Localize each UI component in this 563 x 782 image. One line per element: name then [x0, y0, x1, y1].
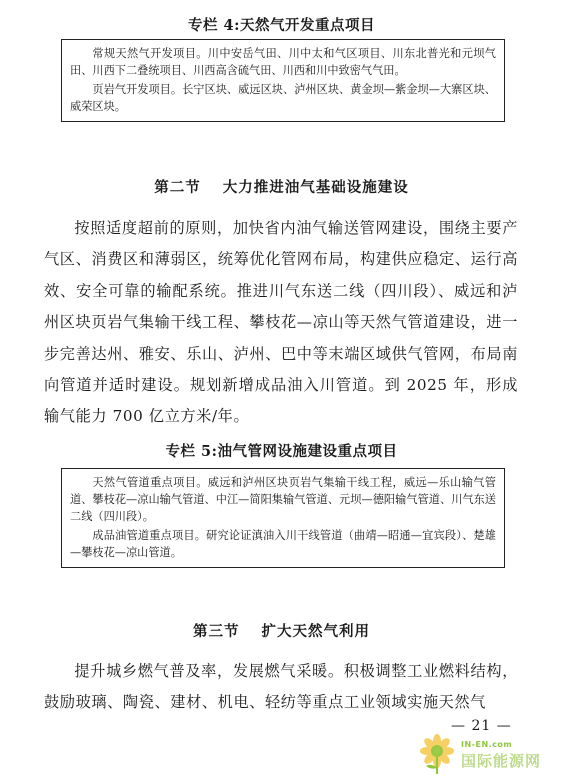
- section3-heading: [0, 620, 563, 641]
- watermark-url: IN-EN.com: [461, 740, 513, 749]
- section2-number: 第二节: [154, 179, 201, 196]
- section3-title: 扩大天然气利用: [261, 623, 370, 640]
- box5-title: 专栏 5:油气管网设施建设重点项目: [165, 443, 398, 460]
- section3-number: 第三节: [193, 623, 240, 640]
- paragraph-pipeline: 按照适度超前的原则，加快省内油气输送管网建设，围绕主要产气区、消费区和薄弱区，统筹优化管网布局，构建供应稳定、运行高效、安全可靠的输配系统。推进川气东送二线（四川段）、威远和泸州区块页岩气集输干线工程、攀枝花—凉山等天然气管道建设，进一步完善达州、雅安、乐山、泸州、巴中等末端区域供气管网，布局南向管道并适时建设。规划新增成品油入川管道。到 2025 年，形成输气能力 700 亿立方米/年。: [44, 219, 518, 426]
- box4-panel: [61, 39, 505, 122]
- paragraph-gas-use: 提升城乡燃气普及率，发展燃气采暖。积极调整工业燃料结构，鼓励玻璃、陶瓷、建材、机电、轻纺等重点工业领域实施天然气: [44, 662, 518, 712]
- watermark: [417, 733, 557, 778]
- box5-panel: [61, 468, 505, 568]
- box4-title: 专栏 4:天然气开发重点项目: [188, 17, 375, 34]
- page-number: — 21 —: [451, 718, 512, 734]
- section2-title: 大力推进油气基础设施建设: [222, 179, 409, 196]
- sunflower-logo-icon: [417, 733, 457, 775]
- box4-item-1: 常规天然气开发项目。川中安岳气田、川中太和气区项目、川东北普光和元坝气田、川西下二叠统项目、川西高含硫气田、川西和川中致密气气田。: [70, 47, 496, 77]
- box5-item-2: 成品油管道重点项目。研究论证滇油入川干线管道（曲靖—昭通—宜宾段）、楚雄—攀枝花—凉山管道。: [70, 529, 496, 559]
- watermark-name: 国际能源网: [461, 752, 542, 770]
- box5-item-1: 天然气管道重点项目。威远和泸州区块页岩气集输干线工程，威远—乐山输气管道、攀枝花—凉山输气管道、中江—简阳集输气管道、元坝—德阳输气管道、川气东送二线（四川段）。: [70, 476, 496, 523]
- section2-heading: [0, 176, 563, 197]
- box4-item-2: 页岩气开发项目。长宁区块、威远区块、泸州区块、黄金坝—紫金坝—大寨区块、威荣区块。: [70, 83, 496, 113]
